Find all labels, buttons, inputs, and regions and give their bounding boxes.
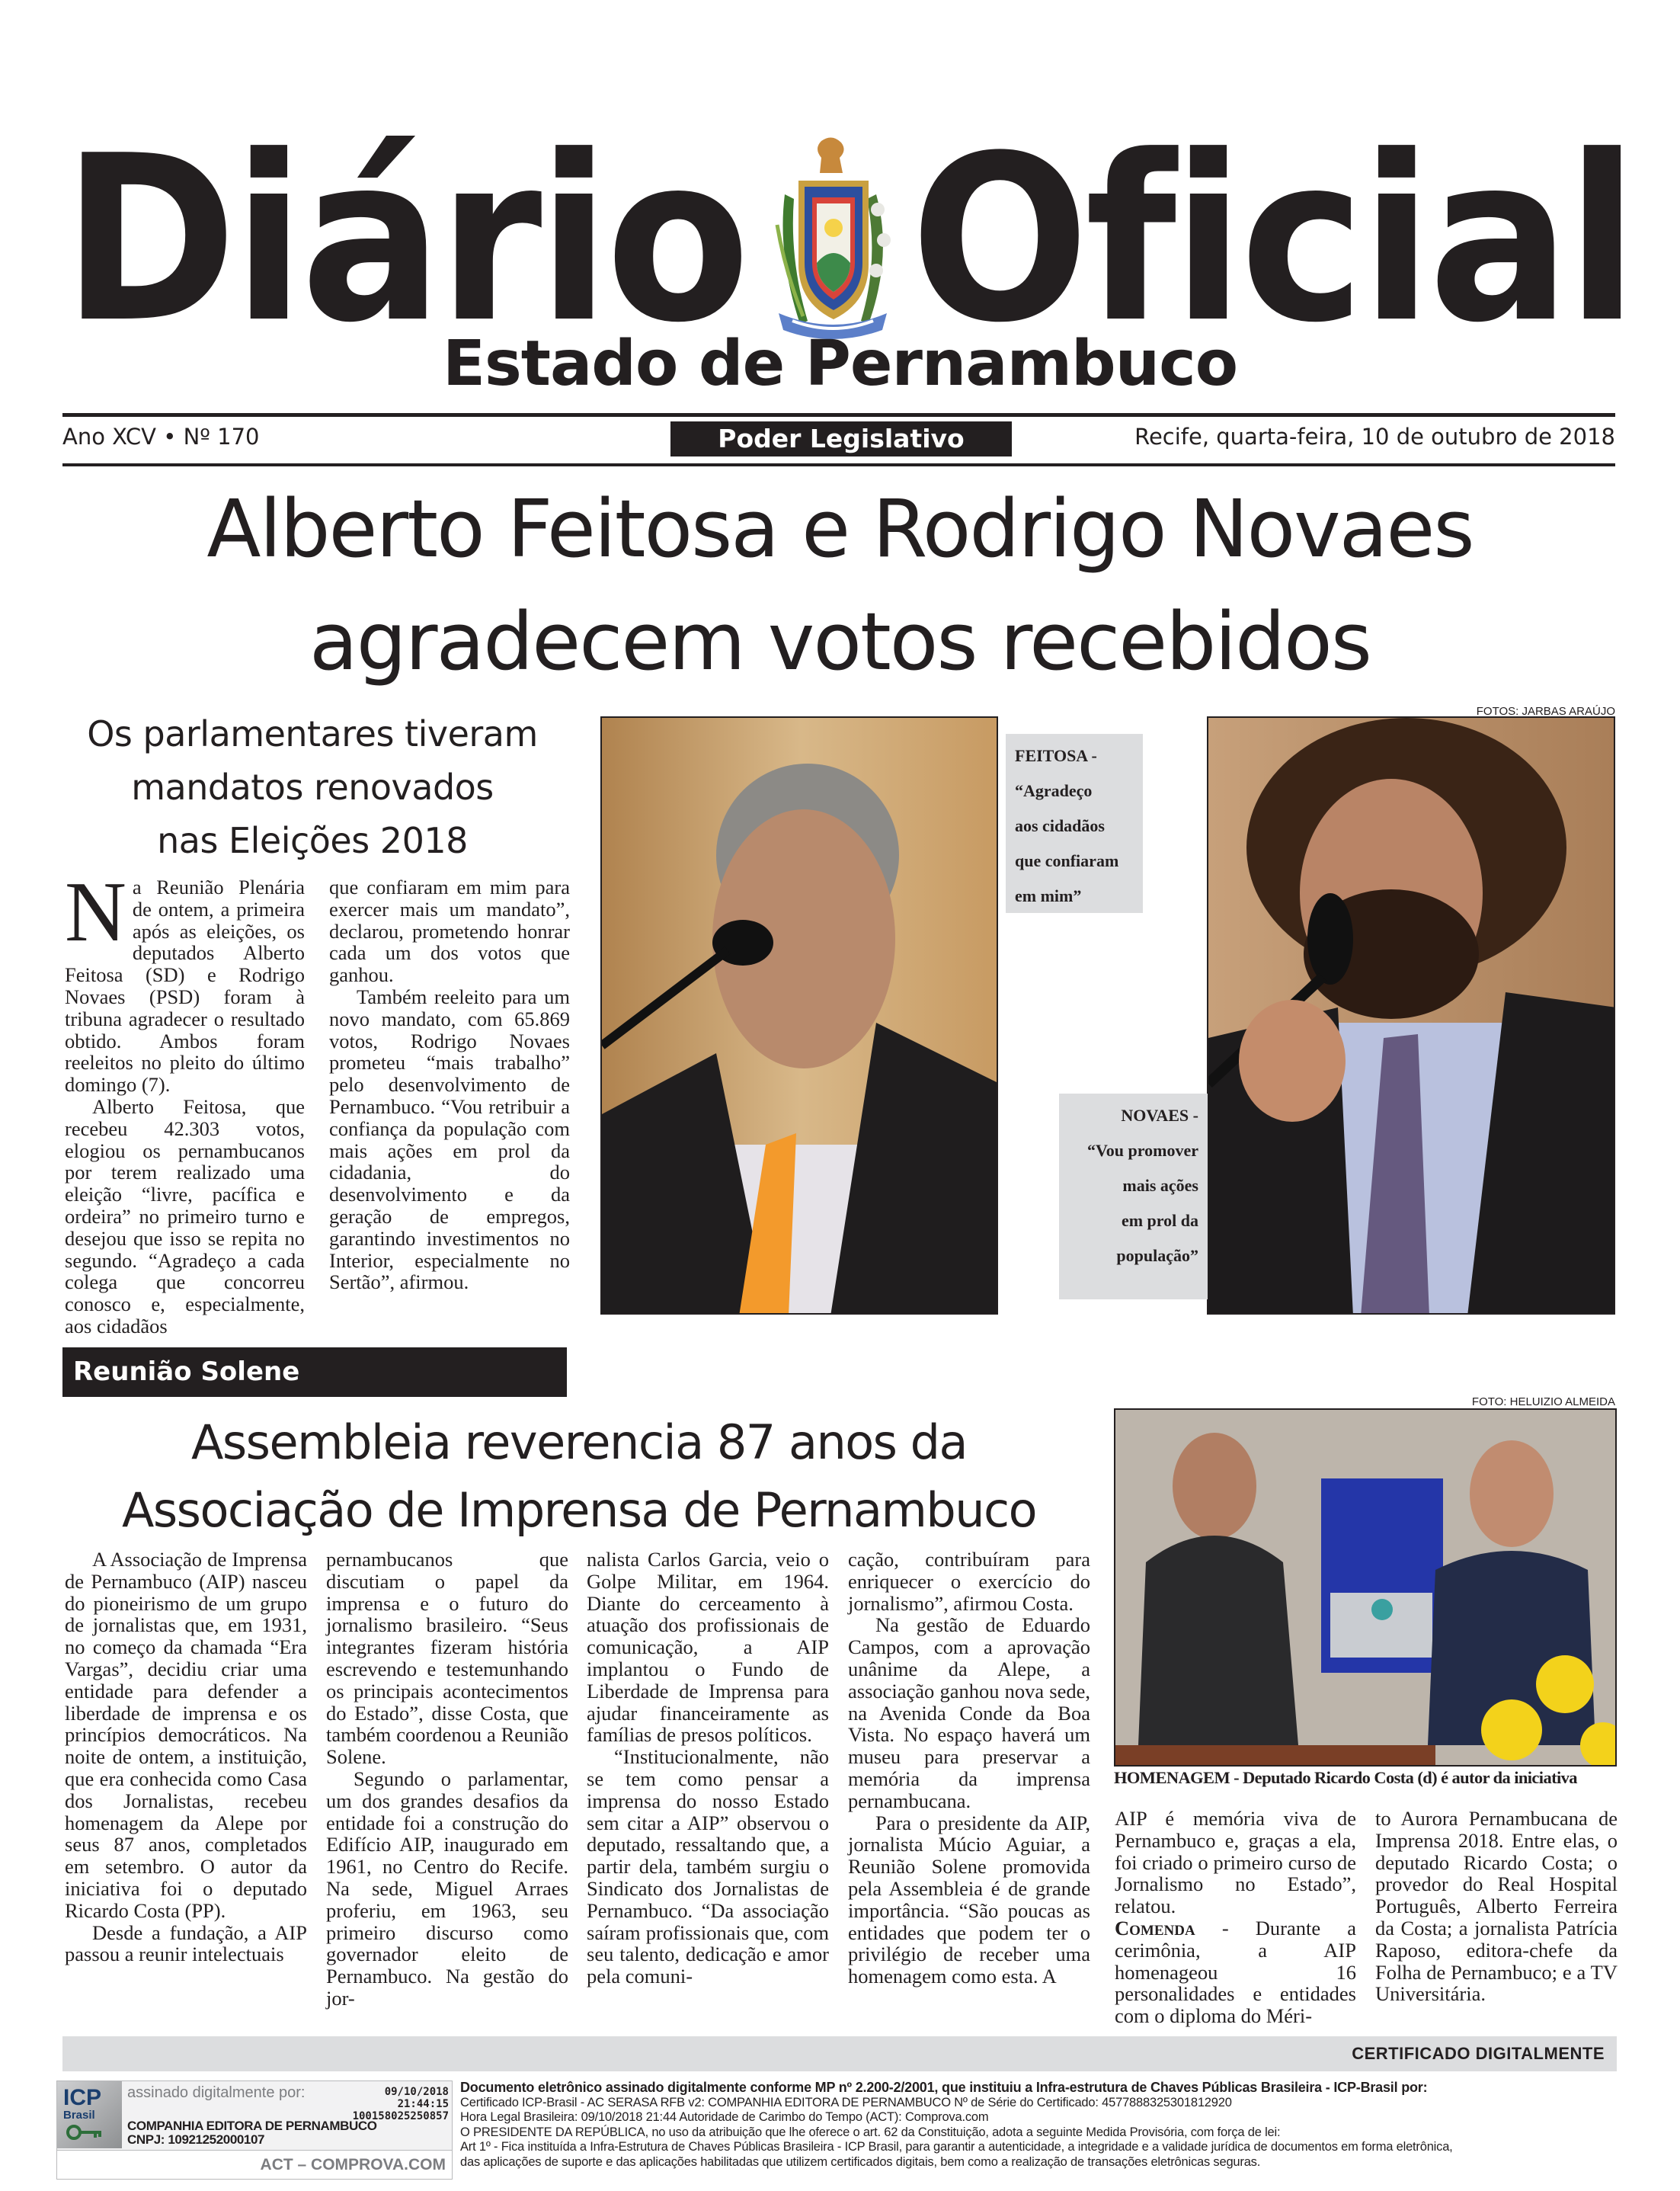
edition-number: Ano XCV • Nº 170 [62, 424, 260, 450]
stamp-time: 21:44:15 [397, 2098, 449, 2110]
story2-paragraph: A Associação de Imprensa de Pernambuco (AIP) nasceu do pioneirismo de um grupo de jornalistas que, em 1931, no começo da chamada “Era Vargas”, decidiu criar uma entidade para defender a liberdade de imprensa e os princípios democráticos. Na noite de ontem, a instituição, que era conhecida como Casa dos Jornalistas, recebeu homenagem da Alepe por seus 87 anos, completados em setembro. O autor da iniciativa foi o deputado Ricardo Costa (PP). [65, 1548, 307, 1922]
photo-homenagem [1114, 1408, 1617, 1767]
main-headline-line-1: Alberto Feitosa e Rodrigo Novaes [206, 482, 1474, 575]
story1-paragraph: Também reeleito para um novo mandato, com 65.869 votos, Rodrigo Novaes prometeu “mais trabalho” pelo desenvolvimento de Pernambuco. “Vou retribuir a confiança da população com mais ações em prol da cidadania, do desenvolvimento e da geração de empregos, garantindo investimentos no Interior, especialmente no Sertão”, afirmou. [329, 985, 570, 1294]
section-label: Poder Legislativo [670, 421, 1012, 456]
logo-text-brasil: Brasil [63, 2109, 95, 2122]
story2-paragraph: nalista Carlos Garcia, veio o Golpe Militar, em 1964. Diante do cerceamento à atuação dos profissionais de comunicação, a AIP implantou o Fundo de Liberdade de Imprensa para ajudar financeiramente as famílias de presos políticos. [587, 1548, 829, 1747]
story2-column-6 [1375, 1808, 1618, 2005]
pullquote-line: FEITOSA - [1015, 746, 1097, 765]
story2-headline-line-2: Associação de Imprensa de Pernambuco [121, 1482, 1037, 1538]
publication-date: Recife, quarta-feira, 10 de outubro de 2018 [1134, 424, 1615, 450]
act-comprova-link[interactable]: ACT – COMPROVA.COM [57, 2150, 452, 2179]
company-name: COMPANHIA EDITORA DE PERNAMBUCO [127, 2119, 377, 2133]
stamp-serial: 100158025250857 [352, 2110, 449, 2122]
story2-paragraph: Desde a fundação, a AIP passou a reunir intelectuais [65, 1920, 307, 1966]
story2-paragraph: “Institucionalmente, não se tem como pensar a imprensa do nosso Estado sem citar a AIP” observou o deputado, ressaltando que, a partir dela, também surgiu o Sindicato dos Jornalistas de Pernambuco. “Da associação saíram profissionais que, com seu talento, dedicação e amor pela comuni- [587, 1745, 829, 1988]
story1-deck [61, 707, 564, 867]
story2-paragraph: to Aurora Pernambucana de Imprensa 2018. Entre elas, o deputado Ricardo Costa; o provedor do Real Hospital Português, Alberto Ferreira da Costa; a jornalista Patrícia Raposo, editora-chefe da Folha de Pernambuco; e a TV Universitária. [1375, 1807, 1618, 2006]
main-headline [0, 472, 1680, 698]
pullquote-line: que confiaram [1015, 851, 1119, 870]
pullquote-line: população” [1116, 1246, 1198, 1265]
story1-column-2 [329, 876, 570, 1293]
story2-column-4 [848, 1549, 1090, 1988]
story2-headline [46, 1408, 1112, 1544]
pullquote-line: em prol da [1121, 1211, 1198, 1230]
section-kicker: Reunião Solene [62, 1347, 567, 1397]
story1-paragraph [65, 865, 305, 1097]
legal-line: das aplicações de suporte e das aplicações habilitadas que utilizem certificados digitais, bem como a realização de transações eletrônicas seguras. [460, 2154, 1261, 2169]
story2-paragraph: Segundo o parlamentar, um dos grandes desafios da entidade foi a construção do Edifício AIP, inaugurado em 1961, no Centro do Recife. Na sede, Miguel Arraes proferiu, em 1963, seu primeiro discurso como governador eleito de Pernambuco. Na gestão do jor- [326, 1767, 568, 2010]
main-headline-line-2: agradecem votos recebidos [309, 595, 1371, 688]
story2-column-3 [587, 1549, 829, 1988]
drop-cap: N [65, 865, 126, 959]
masthead-subtitle: Estado de Pernambuco [442, 328, 1238, 400]
pullquote-line: NOVAES - [1121, 1106, 1198, 1125]
story2-paragraph: pernambucanos que discutiam o papel da imprensa e o futuro do jornalismo brasileiro. “Seus integrantes fizeram história escrevendo e testemunhando os principais acontecimentos do Estado”, disse Costa, que também coordenou a Reunião Solene. [326, 1548, 568, 1769]
legal-notice [460, 2080, 1626, 2170]
story1-paragraph: Alberto Feitosa, que recebeu 42.303 votos, elogiou os pernambucanos por terem realizado uma eleição “livre, pacífica e ordeira” no primeiro turno e desejou que isso se repita no segundo. “Agradeço a cada colega que concorreu conosco e, especialmente, aos cidadãos [65, 1094, 305, 1337]
photo-credit-heluizio: FOTO: HELUIZIO ALMEIDA [1471, 1395, 1615, 1408]
photo-caption: HOMENAGEM - Deputado Ricardo Costa (d) é autor da iniciativa [1114, 1768, 1577, 1787]
paragraph-text: a Reunião Plenária de ontem, a primeira após as eleições, os deputados Alberto Feitosa (SD) e Rodrigo Novaes (PSD) foram à tribuna agradecer o resultado obtido. Ambos foram reeleitos no pleito do último domingo (7). [65, 876, 305, 1097]
photo-credit-jarbas: FOTOS: JARBAS ARAÚJO [1476, 705, 1615, 718]
masthead-bottom-rule [62, 463, 1615, 466]
legal-line: Documento eletrônico assinado digitalmente conforme MP nº 2.200-2/2001, que instituiu a Infra-estrutura de Chaves Públicas Brasileira - ICP-Brasil por: [460, 2080, 1428, 2095]
story1-paragraph: que confiaram em mim para exercer mais um mandato”, declarou, prometendo honrar cada um dos votos que ganhou. [329, 876, 570, 987]
story2-column-1 [65, 1549, 307, 1965]
story1-column-1 [65, 865, 305, 1337]
photo-homenagem-image [1115, 1410, 1617, 1767]
stamp-date: 09/10/2018 [384, 2086, 449, 2098]
stamp-company [127, 2119, 377, 2147]
stamp-details [124, 2081, 452, 2148]
story2-headline-line-1: Assembleia reverencia 87 anos da [190, 1414, 968, 1470]
masthead-top-rule [62, 413, 1615, 417]
certification-label: CERTIFICADO DIGITALMENTE [1352, 2044, 1605, 2063]
pullquote-line: mais ações [1122, 1176, 1198, 1195]
deck-line: nas Eleições 2018 [157, 820, 468, 861]
story2-paragraph: AIP é memória viva de Pernambuco e, graças a ela, foi criado o primeiro curso de Jornalismo no Estado”, relatou. [1115, 1807, 1356, 1918]
legal-line: O PRESIDENTE DA REPÚBLICA, no uso da atribuição que lhe oferece o art. 62 da Constituição, adota a seguinte Medida Provisória, com força de lei: [460, 2125, 1281, 2139]
pullquote-line: “Vou promover [1086, 1141, 1198, 1160]
story2-column-5 [1115, 1808, 1356, 2027]
photo-feitosa-image [602, 718, 998, 1315]
subhead-comenda: Comenda [1115, 1916, 1195, 1940]
deck-line: Os parlamentares tiveram [87, 713, 538, 754]
story2-paragraph: Na gestão de Eduardo Campos, com a aprovação unânime da Alepe, a associação ganhou nova sede, na Avenida Conde da Boa Vista. No espaço haverá um museu para preservar a memória da imprensa pernambucana. [848, 1613, 1090, 1812]
photo-rodrigo-novaes [1207, 716, 1615, 1315]
legal-line: Art 1º - Fica instituída a Infra-Estrutura de Chaves Públicas Brasileira - ICP Brasil, para garantir a autenticidade, a integridade e a validade jurídica de documentos em forma eletrônica, [460, 2140, 1453, 2154]
key-icon [66, 2122, 104, 2142]
story2-paragraph [1115, 1917, 1356, 2027]
photo-novaes-image [1208, 718, 1615, 1315]
story2-paragraph: Para o presidente da AIP, jornalista Múcio Aguiar, a Reunião Solene promovida pela Assembleia é de grande importância. “São poucas as entidades que podem ter o privilégio de receber uma homenagem como esta. A [848, 1811, 1090, 1988]
legal-line: Certificado ICP-Brasil - AC SERASA RFB v2: COMPANHIA EDITORA DE PERNAMBUCO Nº de Série do Certificado: 4577888325301812920 [460, 2095, 1232, 2109]
certification-bar [62, 2036, 1617, 2071]
pullquote-novaes [1059, 1094, 1208, 1299]
deck-line: mandatos renovados [131, 767, 494, 808]
paragraph-text: - Durante a cerimônia, a AIP homenageou 16 personalidades e entidades com o diploma do Méri- [1115, 1916, 1356, 2028]
pullquote-line: aos cidadãos [1015, 816, 1105, 835]
signed-by-label: assinado digitalmente por: [127, 2084, 306, 2101]
pernambuco-coat-of-arms-icon [762, 133, 903, 351]
story2-paragraph: cação, contribuíram para enriquecer o exercício do jornalismo”, afirmou Costa. [848, 1548, 1090, 1615]
icp-brasil-logo [57, 2081, 122, 2148]
pullquote-line: em mim” [1015, 886, 1082, 905]
story2-column-2 [326, 1549, 568, 2010]
masthead-title-left: Diário [62, 107, 747, 373]
digital-signature-stamp [56, 2080, 453, 2180]
pullquote-feitosa [1006, 734, 1143, 913]
photo-alberto-feitosa [600, 716, 998, 1315]
pullquote-line: “Agradeço [1015, 781, 1093, 800]
legal-line: Hora Legal Brasileira: 09/10/2018 21:44 Autoridade de Carimbo do Tempo (ACT): Comprova.com [460, 2110, 989, 2124]
masthead-title-right: Oficial [910, 107, 1634, 373]
logo-text-icp: ICP [63, 2085, 102, 2110]
company-cnpj: CNPJ: 10921252000107 [127, 2132, 265, 2147]
